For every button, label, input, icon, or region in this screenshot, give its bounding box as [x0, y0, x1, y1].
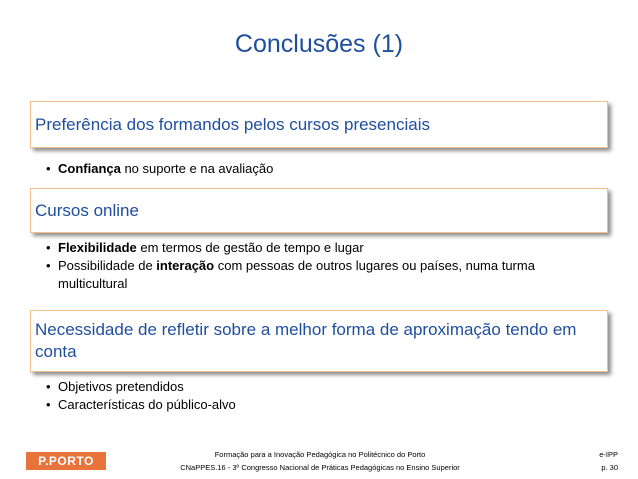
bullet-text: em termos de gestão de tempo e lugar: [136, 240, 364, 255]
bullet-text-prefix: Possibilidade de: [58, 258, 157, 273]
bullet-item: [46, 257, 606, 293]
bullet-bold-term: interação: [156, 258, 215, 273]
footer-line-2: CNaPPES.16 - 3º Congresso Nacional de Práticas Pedagógicas no Ensino Superior: [180, 463, 460, 472]
section-heading-text: Preferência dos formandos pelos cursos presenciais: [35, 114, 430, 134]
bullet-text: no suporte e na avaliação: [120, 161, 274, 176]
footer-org: e-IPP: [599, 450, 618, 459]
section-heading-reflection: [30, 310, 608, 372]
footer-page-info: [599, 448, 618, 474]
section-heading-text: Necessidade de refletir sobre a melhor forma de aproximação tendo em conta: [35, 320, 577, 361]
bullet-list-preference: [46, 160, 606, 178]
bullet-item: [46, 160, 606, 178]
page-number: p. 30: [601, 463, 618, 472]
bullet-item: [46, 239, 606, 257]
slide-title: Conclusões (1): [234, 30, 404, 58]
footer-line-1: Formação para a Inovação Pedagógica no Politécnico do Porto: [214, 450, 426, 459]
bullet-list-reflection: [46, 378, 606, 414]
bullet-bold-term: Flexibilidade: [58, 240, 137, 255]
bullet-bold-term: Confiança: [58, 161, 121, 176]
section-heading-preference: [30, 101, 608, 148]
bullet-text: com pessoas de outros lugares ou países, numa turma multicultural: [58, 258, 535, 291]
section-heading-text: Cursos online: [35, 200, 139, 220]
section-heading-online: [30, 188, 608, 233]
pporto-logo: P.PORTO: [26, 452, 106, 470]
bullet-item: • Características do público-alvo: [46, 396, 606, 414]
bullet-item: • Objetivos pretendidos: [46, 378, 606, 396]
bullet-list-online: [46, 239, 606, 293]
footer-caption: [150, 448, 490, 474]
